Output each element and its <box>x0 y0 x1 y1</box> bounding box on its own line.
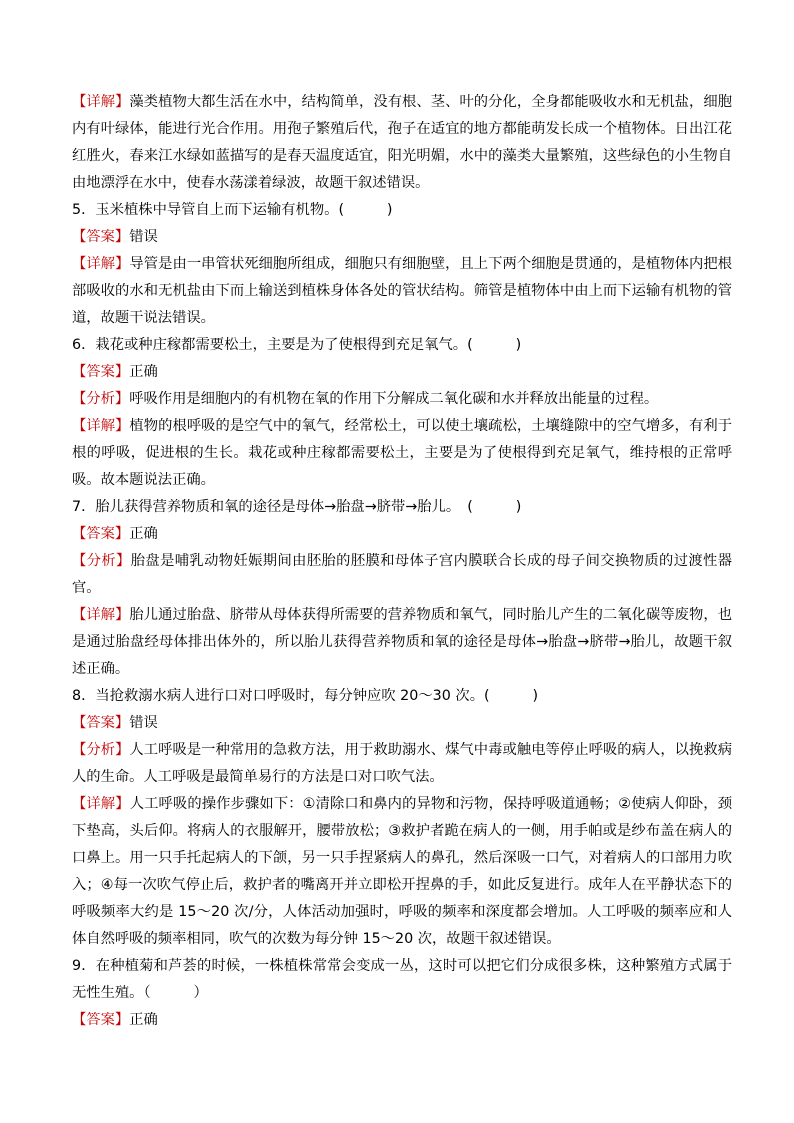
detail-tag: 【 详解 】 <box>72 796 130 812</box>
detail-block <box>72 602 732 683</box>
analysis-text: 胎盘是哺乳动物妊娠期间由胚胎的胚膜和母体子宫内膜联合长成的母子间交换物质的过渡性器官。 <box>72 553 733 596</box>
question-text: 5．玉米植株中导管自上而下运输有机物。( ) <box>72 202 393 218</box>
answer-block <box>72 521 732 548</box>
answer-tag: 【 答案 】 <box>72 1012 129 1028</box>
detail-text: 藻类植物大都生活在水中，结构简单，没有根、茎、叶的分化，全身都能吸收水和无机盐，细胞内有叶绿体，能进行光合作用。用孢子繁殖后代，孢子在适宜的地方都能萌发长成一个植物体。日出江花红胜火，春来江水绿如蓝描写的是春天温度适宜，阳光明媚，水中的藻类大量繁殖，这些绿色的小生物自由地漂浮在水中，使春水荡漾着绿波，故题干叙述错误。 <box>72 94 733 191</box>
answer-text: 错误 <box>129 229 158 245</box>
detail-tag: 【 详解 】 <box>72 94 129 110</box>
question-text: 7．胎儿获得营养物质和氧的途径是母体→胎盘→脐带→胎儿。 ( ) <box>72 499 522 515</box>
analysis-block <box>72 386 732 413</box>
answer-block <box>72 710 732 737</box>
question-6 <box>72 332 732 359</box>
detail-text: 胎儿通过胎盘、脐带从母体获得所需要的营养物质和氧气，同时胎儿产生的二氧化碳等废物，也是通过胎盘经母体排出体外的，所以胎儿获得营养物质和氧的途径是母体→胎盘→脐带→胎儿，故题干叙述正确。 <box>72 607 733 677</box>
question-text: 8．当抢救溺水病人进行口对口呼吸时，每分钟应吹 20～30 次。( ) <box>72 688 539 704</box>
detail-block <box>72 251 732 332</box>
answer-block <box>72 224 732 251</box>
detail-text: 植物的根呼吸的是空气中的氧气，经常松土，可以使土壤疏松，土壤缝隙中的空气增多，有利于根的呼吸，促进根的生长。栽花或种庄稼都需要松土，主要是为了使根得到充足氧气，维持根的正常呼吸。故本题说法正确。 <box>72 418 733 488</box>
question-text: 6．栽花或种庄稼都需要松土，主要是为了使根得到充足氧气。( ) <box>72 337 522 353</box>
analysis-block <box>72 737 732 791</box>
answer-text: 正确 <box>129 1012 158 1028</box>
analysis-tag: 【 分析 】 <box>72 742 129 758</box>
analysis-tag: 【 分析 】 <box>72 391 129 407</box>
detail-block <box>72 413 732 494</box>
answer-tag: 【 答案 】 <box>72 364 129 380</box>
analysis-text: 人工呼吸是一种常用的急救方法，用于救助溺水、煤气中毒或触电等停止呼吸的病人，以挽救病人的生命。人工呼吸是最简单易行的方法是口对口吹气法。 <box>72 742 733 785</box>
answer-tag: 【 答案 】 <box>72 715 129 731</box>
analysis-tag: 【 分析 】 <box>72 553 131 569</box>
answer-text: 错误 <box>129 715 158 731</box>
detail-text: 人工呼吸的操作步骤如下：①清除口和鼻内的异物和污物，保持呼吸道通畅；②使病人仰卧，颈下垫高，头后仰。将病人的衣服解开，腰带放松；③救护者跪在病人的一侧，用手帕或是纱布盖在病人的口鼻上。用一只手托起病人的下颌，另一只手捏紧病人的鼻孔，然后深吸一口气，对着病人的口部用力吹入；④每一次吹气停止后，救护者的嘴离开并立即松开捏鼻的手，如此反复进行。成年人在平静状态下的呼吸频率大约是 15～20 次/分，人体活动加强时，呼吸的频率和深度都会增加。人工呼吸的频率应和人体自然呼吸的频率相同，吹气的次数为每分钟 15～20 次，故题干叙述错误。 <box>72 796 733 947</box>
answer-text: 正确 <box>129 526 158 542</box>
answer-tag: 【 答案 】 <box>72 526 129 542</box>
analysis-text: 呼吸作用是细胞内的有机物在氧的作用下分解成二氧化碳和水并释放出能量的过程。 <box>129 391 659 407</box>
detail-tag: 【 详解 】 <box>72 418 129 434</box>
question-9 <box>72 953 732 1007</box>
document-content <box>72 89 732 1034</box>
answer-block <box>72 1007 732 1034</box>
answer-text: 正确 <box>129 364 158 380</box>
detail-tag: 【 详解 】 <box>72 256 129 272</box>
question-5 <box>72 197 732 224</box>
answer-block <box>72 359 732 386</box>
detail-block <box>72 791 732 953</box>
detail-block <box>72 89 732 197</box>
detail-tag: 【 详解 】 <box>72 607 129 623</box>
question-text: 9．在种植菊和芦荟的时候，一株植株常常会变成一丛，这时可以把它们分成很多株，这种繁殖方式属于无性生殖。（ ） <box>72 958 732 1001</box>
analysis-block <box>72 548 732 602</box>
question-8 <box>72 683 732 710</box>
answer-tag: 【 答案 】 <box>72 229 129 245</box>
question-7 <box>72 494 732 521</box>
detail-text: 导管是由一串管状死细胞所组成，细胞只有细胞壁，且上下两个细胞是贯通的，是植物体内把根部吸收的水和无机盐由下而上输送到植株身体各处的管状结构。筛管是植物体中由上而下运输有机物的管道，故题干说法错误。 <box>72 256 733 326</box>
